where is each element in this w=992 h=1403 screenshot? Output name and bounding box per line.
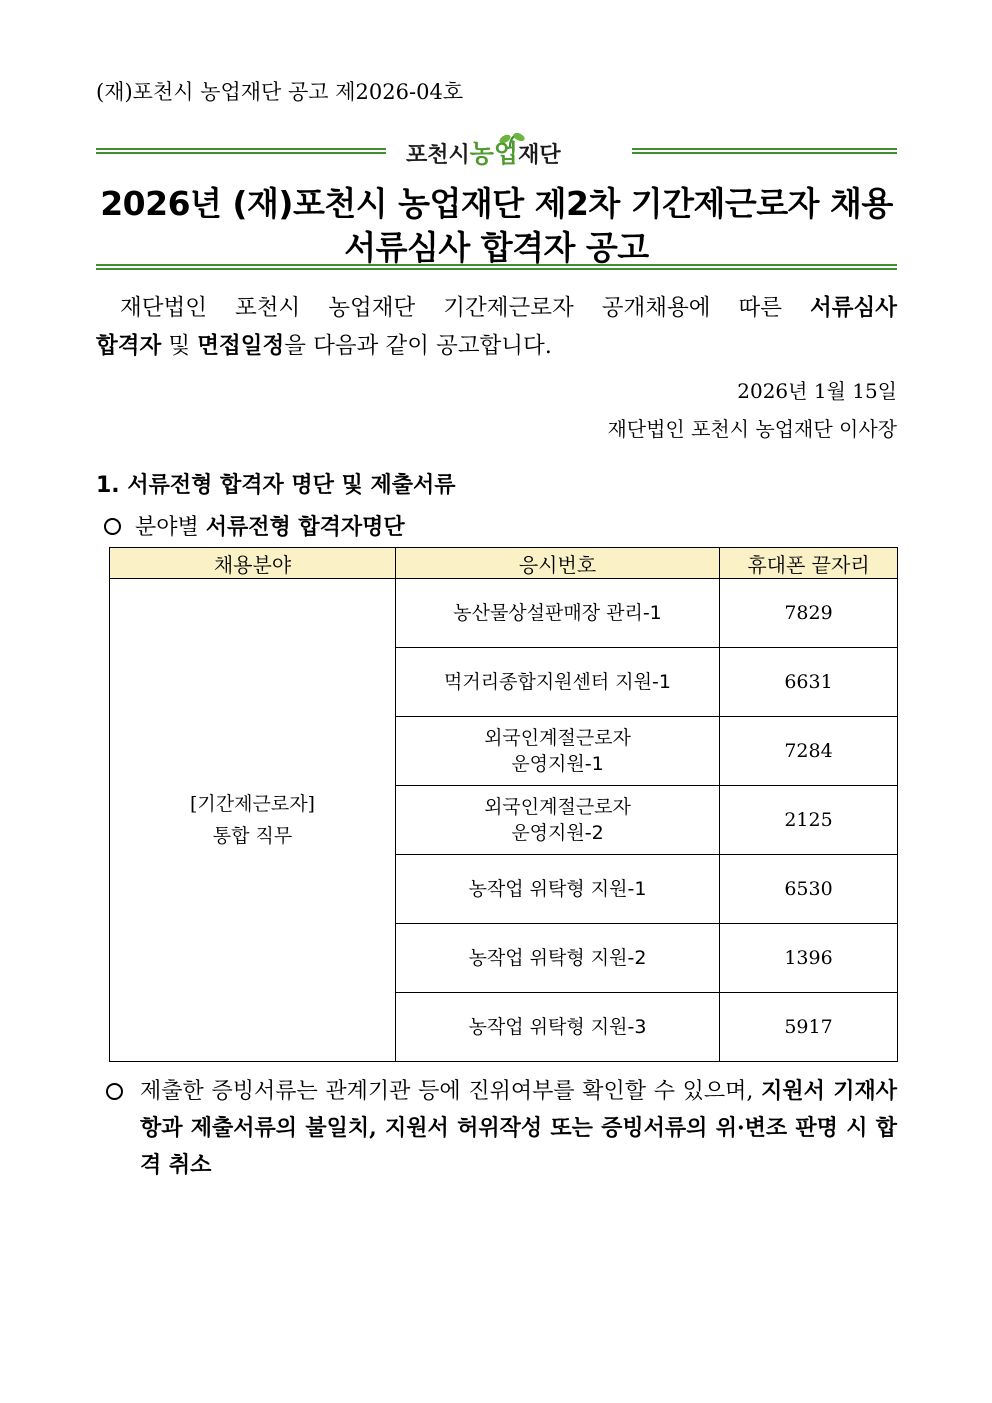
application-number-cell xyxy=(396,993,720,1062)
field-line2: 통합 직무 xyxy=(212,825,293,847)
bullet-circle-icon xyxy=(106,1083,123,1100)
phone-digits-cell: 6631 xyxy=(720,648,898,717)
page-title-line1: 2026년 (재)포천시 농업재단 제2차 기간제근로자 채용 xyxy=(100,184,893,223)
phone-digits-cell: 7284 xyxy=(720,717,898,786)
section-heading: 1. 서류전형 합격자 명단 및 제출서류 xyxy=(96,473,456,498)
application-number: 농작업 위탁형 지원-1 xyxy=(468,878,647,900)
intro-line2 xyxy=(96,328,897,360)
intro-line1 xyxy=(96,290,897,322)
application-number-cell xyxy=(396,717,720,786)
bullet-circle-icon xyxy=(104,518,121,535)
svg-text:포천시농업재단: 포천시농업재단 xyxy=(406,139,561,168)
application-number: 농산물상설판매장 관리-1 xyxy=(453,602,662,624)
intro-bold: 서류심사 xyxy=(810,295,897,321)
notice-note xyxy=(106,1073,897,1184)
notice-number: (재)포천시 농업재단 공고 제2026-04호 xyxy=(96,80,464,104)
note-text: 제출한 증빙서류는 관계기관 등에 진위여부를 확인할 수 있으며, xyxy=(140,1079,762,1104)
title-divider xyxy=(96,264,897,270)
logo-divider-right xyxy=(632,148,897,154)
logo-row xyxy=(96,133,897,169)
signer: 재단법인 포천시 농업재단 이사장 xyxy=(607,417,897,441)
header-phone-digits: 휴대폰 끝자리 xyxy=(720,548,898,579)
application-number-cell xyxy=(396,579,720,648)
application-number-line2: 운영지원-1 xyxy=(511,753,604,775)
bullet-item xyxy=(104,510,405,541)
intro-bold: 합격자 xyxy=(96,333,162,359)
bullet-bold: 서류전형 합격자명단 xyxy=(205,514,405,540)
applicant-table xyxy=(109,547,898,1062)
application-number: 농작업 위탁형 지원-3 xyxy=(468,1016,647,1038)
note-bold: 지원서 기재사항과 제출서류의 불일치, 지원서 허위작성 또는 증빙서류의 위·변조 판명 시 합격 취소 xyxy=(140,1078,897,1178)
application-number-cell xyxy=(396,855,720,924)
application-number-cell xyxy=(396,924,720,993)
application-number: 외국인계절근로자 xyxy=(484,727,631,749)
phone-digits-cell: 7829 xyxy=(720,579,898,648)
application-number: 농작업 위탁형 지원-2 xyxy=(468,947,647,969)
phone-digits-cell: 2125 xyxy=(720,786,898,855)
phone-digits-cell: 6530 xyxy=(720,855,898,924)
table-row xyxy=(110,579,898,648)
intro-text: 을 다음과 같이 공고합니다. xyxy=(284,333,552,359)
logo-divider-left xyxy=(96,148,386,154)
application-number-cell xyxy=(396,648,720,717)
field-cell xyxy=(110,579,396,1062)
phone-digits-cell: 5917 xyxy=(720,993,898,1062)
application-number: 외국인계절근로자 xyxy=(484,796,631,818)
intro-text: 재단법인 포천시 농업재단 기간제근로자 공개채용에 따른 xyxy=(120,295,811,321)
application-number-line2: 운영지원-2 xyxy=(511,822,604,844)
header-application-number: 응시번호 xyxy=(396,548,720,579)
notice-date: 2026년 1월 15일 xyxy=(737,379,897,403)
table-header-row xyxy=(110,548,898,579)
phone-digits-cell: 1396 xyxy=(720,924,898,993)
header-field: 채용분야 xyxy=(110,548,396,579)
field-line1: [기간제근로자] xyxy=(190,793,315,815)
foundation-logo xyxy=(406,133,616,169)
intro-bold: 면접일정 xyxy=(197,333,285,359)
application-number-cell xyxy=(396,786,720,855)
bullet-text: 분야별 xyxy=(135,515,206,540)
application-number: 먹거리종합지원센터 지원-1 xyxy=(444,671,671,693)
page-title-line2: 서류심사 합격자 공고 xyxy=(344,228,649,267)
intro-text: 및 xyxy=(161,333,198,359)
